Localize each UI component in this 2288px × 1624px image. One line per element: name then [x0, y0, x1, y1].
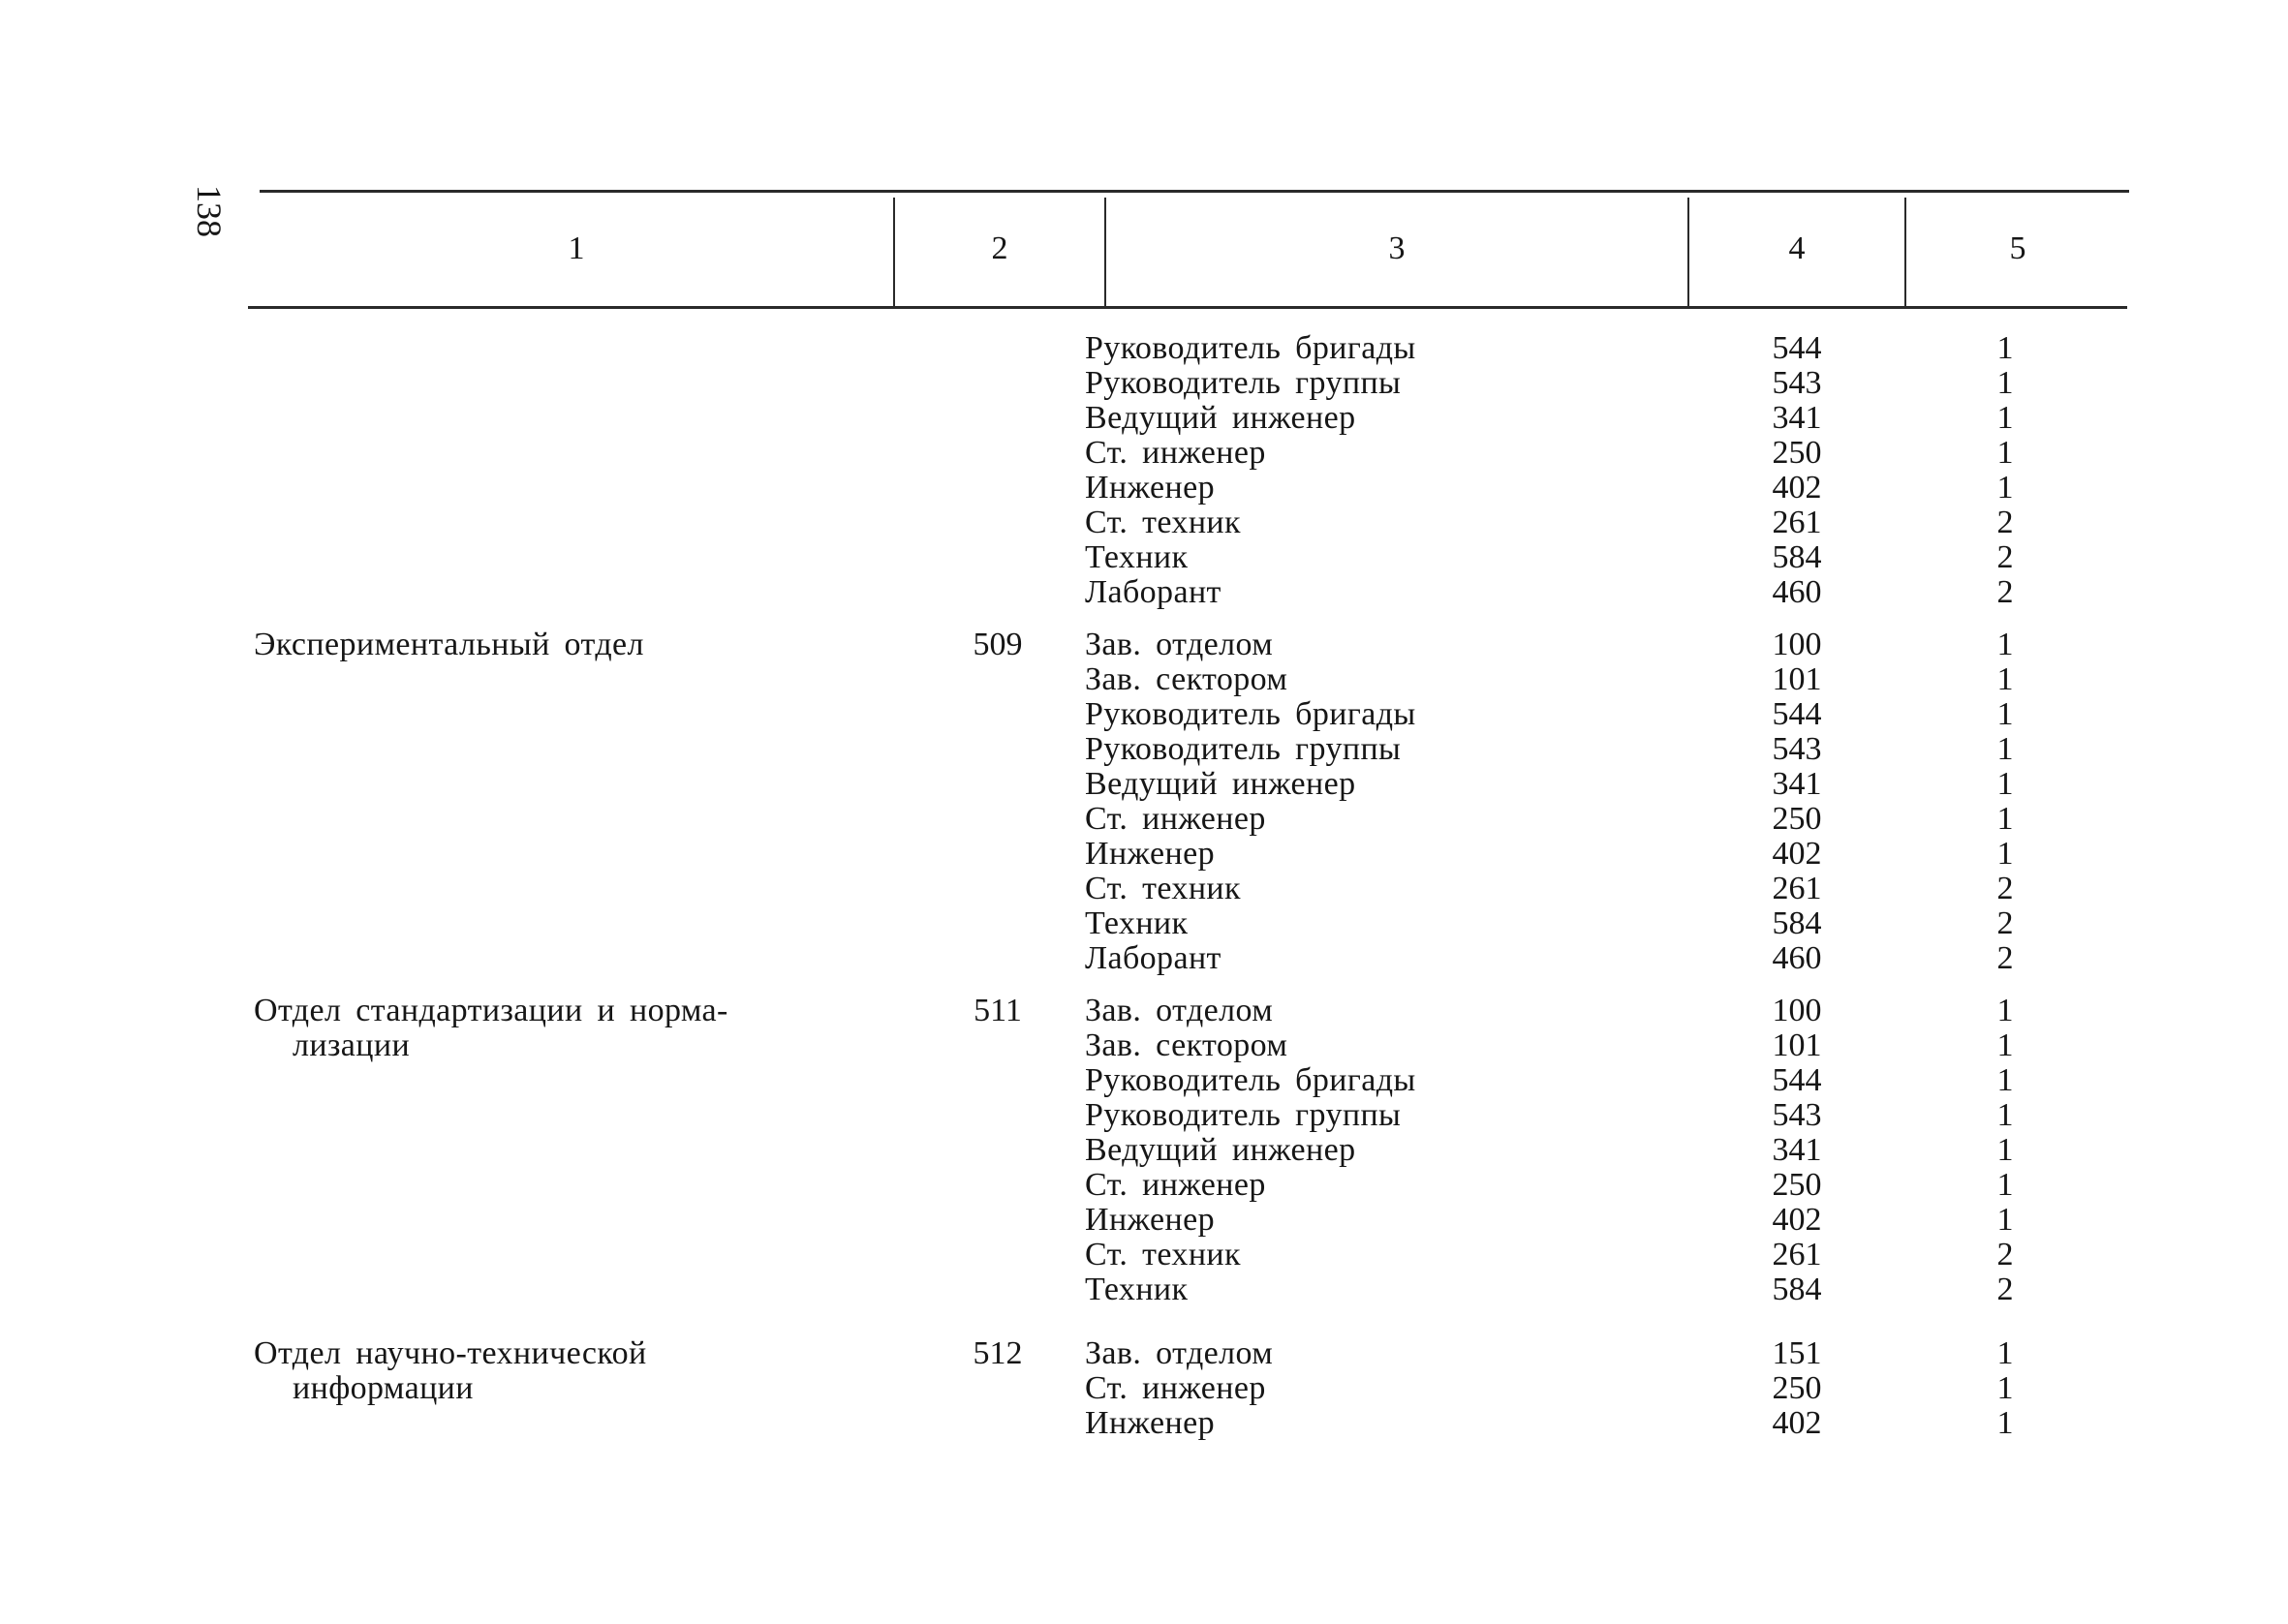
department-code: 509	[973, 627, 1023, 662]
position-count: 1	[1996, 400, 2014, 436]
position-title: Ст. техник	[1085, 871, 1241, 906]
position-title: Техник	[1085, 539, 1189, 575]
position-code: 250	[1772, 801, 1822, 837]
position-title: Зав. отделом	[1085, 1335, 1274, 1371]
position-title: Руководитель группы	[1085, 1097, 1402, 1133]
table-row	[0, 1406, 2288, 1441]
table-row	[0, 401, 2288, 436]
position-count: 1	[1996, 627, 2014, 662]
position-title: Зав. отделом	[1085, 627, 1274, 662]
position-count: 2	[1996, 1272, 2014, 1307]
position-title: Лаборант	[1085, 574, 1221, 610]
position-count: 2	[1996, 539, 2014, 575]
position-code: 584	[1772, 539, 1822, 575]
position-code: 402	[1772, 1405, 1822, 1441]
position-title: Техник	[1085, 1272, 1189, 1307]
position-title: Ведущий инженер	[1085, 1132, 1356, 1168]
table-row	[0, 994, 2288, 1028]
department-name-line1: Отдел научно-технической	[254, 1335, 647, 1371]
position-code: 543	[1772, 1097, 1822, 1133]
position-code: 460	[1772, 940, 1822, 976]
table-row	[0, 540, 2288, 575]
table-row	[0, 1272, 2288, 1307]
position-count: 1	[1996, 1335, 2014, 1371]
position-count: 1	[1996, 1062, 2014, 1098]
position-title: Руководитель бригады	[1085, 1062, 1416, 1098]
table-row	[0, 662, 2288, 697]
department-code: 512	[973, 1335, 1023, 1371]
table-row	[0, 506, 2288, 540]
position-count: 2	[1996, 505, 2014, 540]
position-code: 543	[1772, 731, 1822, 767]
position-count: 1	[1996, 801, 2014, 837]
position-title: Ст. техник	[1085, 505, 1241, 540]
position-count: 1	[1996, 993, 2014, 1028]
position-count: 1	[1996, 696, 2014, 732]
table-row	[0, 732, 2288, 767]
position-count: 1	[1996, 1097, 2014, 1133]
table-row	[0, 697, 2288, 732]
header-col-5: 5	[2009, 230, 2026, 266]
position-title: Руководитель группы	[1085, 731, 1402, 767]
position-count: 1	[1996, 470, 2014, 506]
position-count: 1	[1996, 1167, 2014, 1203]
position-count: 2	[1996, 905, 2014, 941]
table-row	[0, 1238, 2288, 1272]
position-count: 1	[1996, 766, 2014, 802]
table-row	[0, 471, 2288, 506]
position-code: 250	[1772, 1370, 1822, 1406]
position-code: 460	[1772, 574, 1822, 610]
position-code: 100	[1772, 993, 1822, 1028]
position-title: Ведущий инженер	[1085, 400, 1356, 436]
position-code: 543	[1772, 365, 1822, 401]
table-row	[0, 802, 2288, 837]
position-count: 1	[1996, 836, 2014, 872]
table-row	[0, 1336, 2288, 1371]
position-code: 101	[1772, 661, 1822, 697]
position-code: 544	[1772, 696, 1822, 732]
position-code: 261	[1772, 1237, 1822, 1272]
position-title: Зав. сектором	[1085, 1027, 1288, 1063]
position-count: 1	[1996, 1370, 2014, 1406]
department-name-line1: Отдел стандартизации и норма-	[254, 993, 728, 1028]
position-code: 402	[1772, 836, 1822, 872]
table-row	[0, 906, 2288, 941]
position-title: Инженер	[1085, 1405, 1215, 1441]
header-top-rule	[260, 190, 2129, 193]
position-count: 2	[1996, 574, 2014, 610]
department-name-line2: информации	[293, 1370, 474, 1406]
header-col-3: 3	[1388, 230, 1406, 266]
position-code: 151	[1772, 1335, 1822, 1371]
position-title: Руководитель группы	[1085, 365, 1402, 401]
position-code: 101	[1772, 1027, 1822, 1063]
position-title: Лаборант	[1085, 940, 1221, 976]
position-count: 2	[1996, 871, 2014, 906]
position-count: 1	[1996, 1202, 2014, 1238]
position-count: 2	[1996, 1237, 2014, 1272]
position-title: Инженер	[1085, 470, 1215, 506]
position-count: 1	[1996, 661, 2014, 697]
table-row	[0, 436, 2288, 471]
position-code: 261	[1772, 505, 1822, 540]
position-title: Руководитель бригады	[1085, 696, 1416, 732]
position-title: Инженер	[1085, 1202, 1215, 1238]
table-row	[0, 1133, 2288, 1168]
position-title: Ст. инженер	[1085, 1167, 1266, 1203]
header-col-2: 2	[991, 230, 1008, 266]
position-count: 1	[1996, 731, 2014, 767]
position-code: 341	[1772, 766, 1822, 802]
position-title: Техник	[1085, 905, 1189, 941]
position-code: 100	[1772, 627, 1822, 662]
position-code: 250	[1772, 1167, 1822, 1203]
table-row	[0, 837, 2288, 872]
position-code: 341	[1772, 1132, 1822, 1168]
position-title: Ведущий инженер	[1085, 766, 1356, 802]
department-name-line2: лизации	[293, 1027, 411, 1063]
position-count: 1	[1996, 1132, 2014, 1168]
table-row	[0, 1063, 2288, 1098]
position-count: 1	[1996, 330, 2014, 366]
position-count: 2	[1996, 940, 2014, 976]
table-row	[0, 872, 2288, 906]
page-number: 138	[190, 185, 229, 237]
department-code: 511	[974, 993, 1022, 1028]
table-row	[0, 767, 2288, 802]
position-title: Ст. инженер	[1085, 801, 1266, 837]
position-count: 1	[1996, 1405, 2014, 1441]
position-code: 584	[1772, 1272, 1822, 1307]
position-code: 250	[1772, 435, 1822, 471]
header-col-1: 1	[568, 230, 585, 266]
table-row	[0, 331, 2288, 366]
position-code: 544	[1772, 330, 1822, 366]
position-title: Зав. отделом	[1085, 993, 1274, 1028]
position-code: 402	[1772, 470, 1822, 506]
position-title: Инженер	[1085, 836, 1215, 872]
position-code: 341	[1772, 400, 1822, 436]
position-code: 261	[1772, 871, 1822, 906]
table-row	[0, 1203, 2288, 1238]
position-code: 544	[1772, 1062, 1822, 1098]
header-bottom-rule	[248, 306, 2127, 309]
table-row	[0, 941, 2288, 976]
position-code: 402	[1772, 1202, 1822, 1238]
table-row	[0, 628, 2288, 662]
table-row	[0, 1098, 2288, 1133]
header-col-4: 4	[1788, 230, 1806, 266]
position-code: 584	[1772, 905, 1822, 941]
table-row	[0, 575, 2288, 610]
position-title: Ст. техник	[1085, 1237, 1241, 1272]
position-title: Ст. инженер	[1085, 1370, 1266, 1406]
position-count: 1	[1996, 365, 2014, 401]
table-row	[0, 366, 2288, 401]
position-count: 1	[1996, 1027, 2014, 1063]
table-row	[0, 1028, 2288, 1063]
department-name-line1: Экспериментальный отдел	[254, 627, 644, 662]
position-count: 1	[1996, 435, 2014, 471]
table-row	[0, 1168, 2288, 1203]
position-title: Руководитель бригады	[1085, 330, 1416, 366]
table-row	[0, 1371, 2288, 1406]
position-title: Ст. инженер	[1085, 435, 1266, 471]
position-title: Зав. сектором	[1085, 661, 1288, 697]
